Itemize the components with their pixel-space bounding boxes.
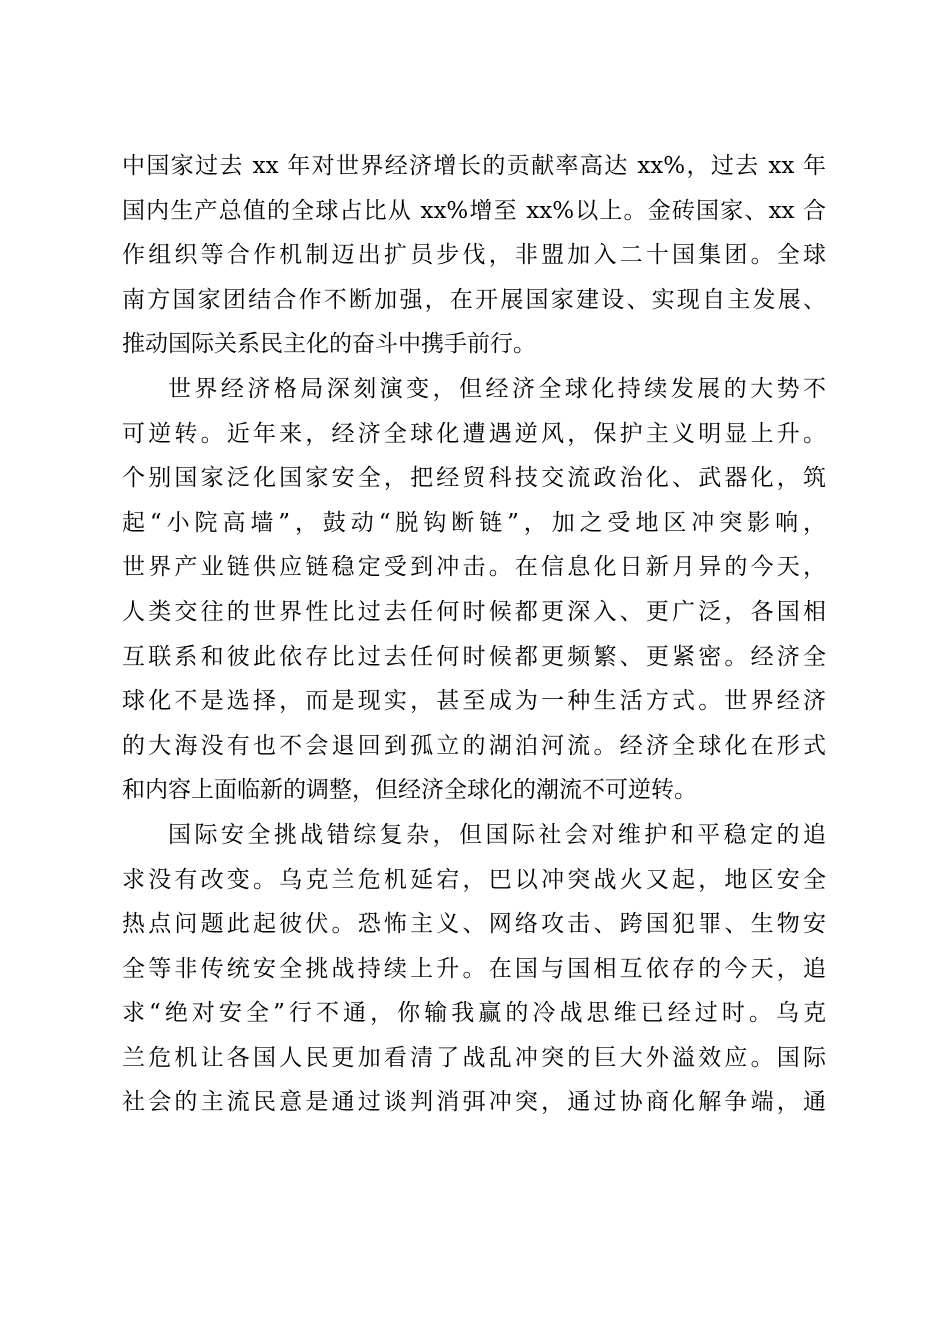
text-line: 全等非传统安全挑战持续上升。在国与国相互依存的今天，追	[122, 955, 826, 982]
text-line: 球化不是选择，而是现实，甚至成为一种生活方式。世界经济	[122, 688, 826, 715]
body-text	[122, 144, 826, 1125]
text-line: 作组织等合作机制迈出扩员步伐，非盟加入二十国集团。全球	[122, 242, 826, 269]
text-line: 人类交往的世界性比过去任何时候都更深入、更广泛，各国相	[122, 598, 826, 625]
text-line: 的大海没有也不会退回到孤立的湖泊河流。经济全球化在形式	[122, 732, 826, 759]
text-line: 求“绝对安全”行不通，你输我赢的冷战思维已经过时。乌克	[122, 1000, 826, 1027]
text-line: 世界产业链供应链稳定受到冲击。在信息化日新月异的今天，	[122, 554, 826, 581]
text-line: 和内容上面临新的调整，但经济全球化的潮流不可逆转。	[122, 777, 697, 804]
text-line: 热点问题此起彼伏。恐怖主义、网络攻击、跨国犯罪、生物安	[122, 911, 826, 938]
text-line: 个别国家泛化国家安全，把经贸科技交流政治化、武器化，筑	[122, 465, 826, 492]
text-line: 南方国家团结合作不断加强，在开展国家建设、实现自主发展、	[122, 286, 826, 313]
text-line: 可逆转。近年来，经济全球化遭遇逆风，保护主义明显上升。	[122, 420, 826, 447]
text-line: 国际安全挑战错综复杂，但国际社会对维护和平稳定的追	[168, 821, 826, 848]
paragraph-1	[122, 144, 826, 367]
text-line: 互联系和彼此依存比过去任何时候都更频繁、更紧密。经济全	[122, 643, 826, 670]
text-line: 中国家过去 xx 年对世界经济增长的贡献率高达 xx%，过去 xx 年	[122, 153, 826, 179]
text-line: 国内生产总值的全球占比从 xx%增至 xx%以上。金砖国家、xx 合	[122, 197, 826, 224]
paragraph-3	[122, 813, 826, 1125]
text-line: 兰危机让各国人民更加看清了战乱冲突的巨大外溢效应。国际	[122, 1044, 826, 1071]
text-line: 社会的主流民意是通过谈判消弭冲突，通过协商化解争端，通	[122, 1089, 826, 1116]
text-line: 起“小院高墙”，鼓动“脱钩断链”，加之受地区冲突影响，	[122, 509, 826, 536]
text-line: 推动国际关系民主化的奋斗中携手前行。	[122, 331, 536, 358]
paragraph-2	[122, 367, 826, 813]
text-line: 世界经济格局深刻演变，但经济全球化持续发展的大势不	[168, 375, 826, 402]
text-line: 求没有改变。乌克兰危机延宕，巴以冲突战火又起，地区安全	[122, 866, 826, 893]
